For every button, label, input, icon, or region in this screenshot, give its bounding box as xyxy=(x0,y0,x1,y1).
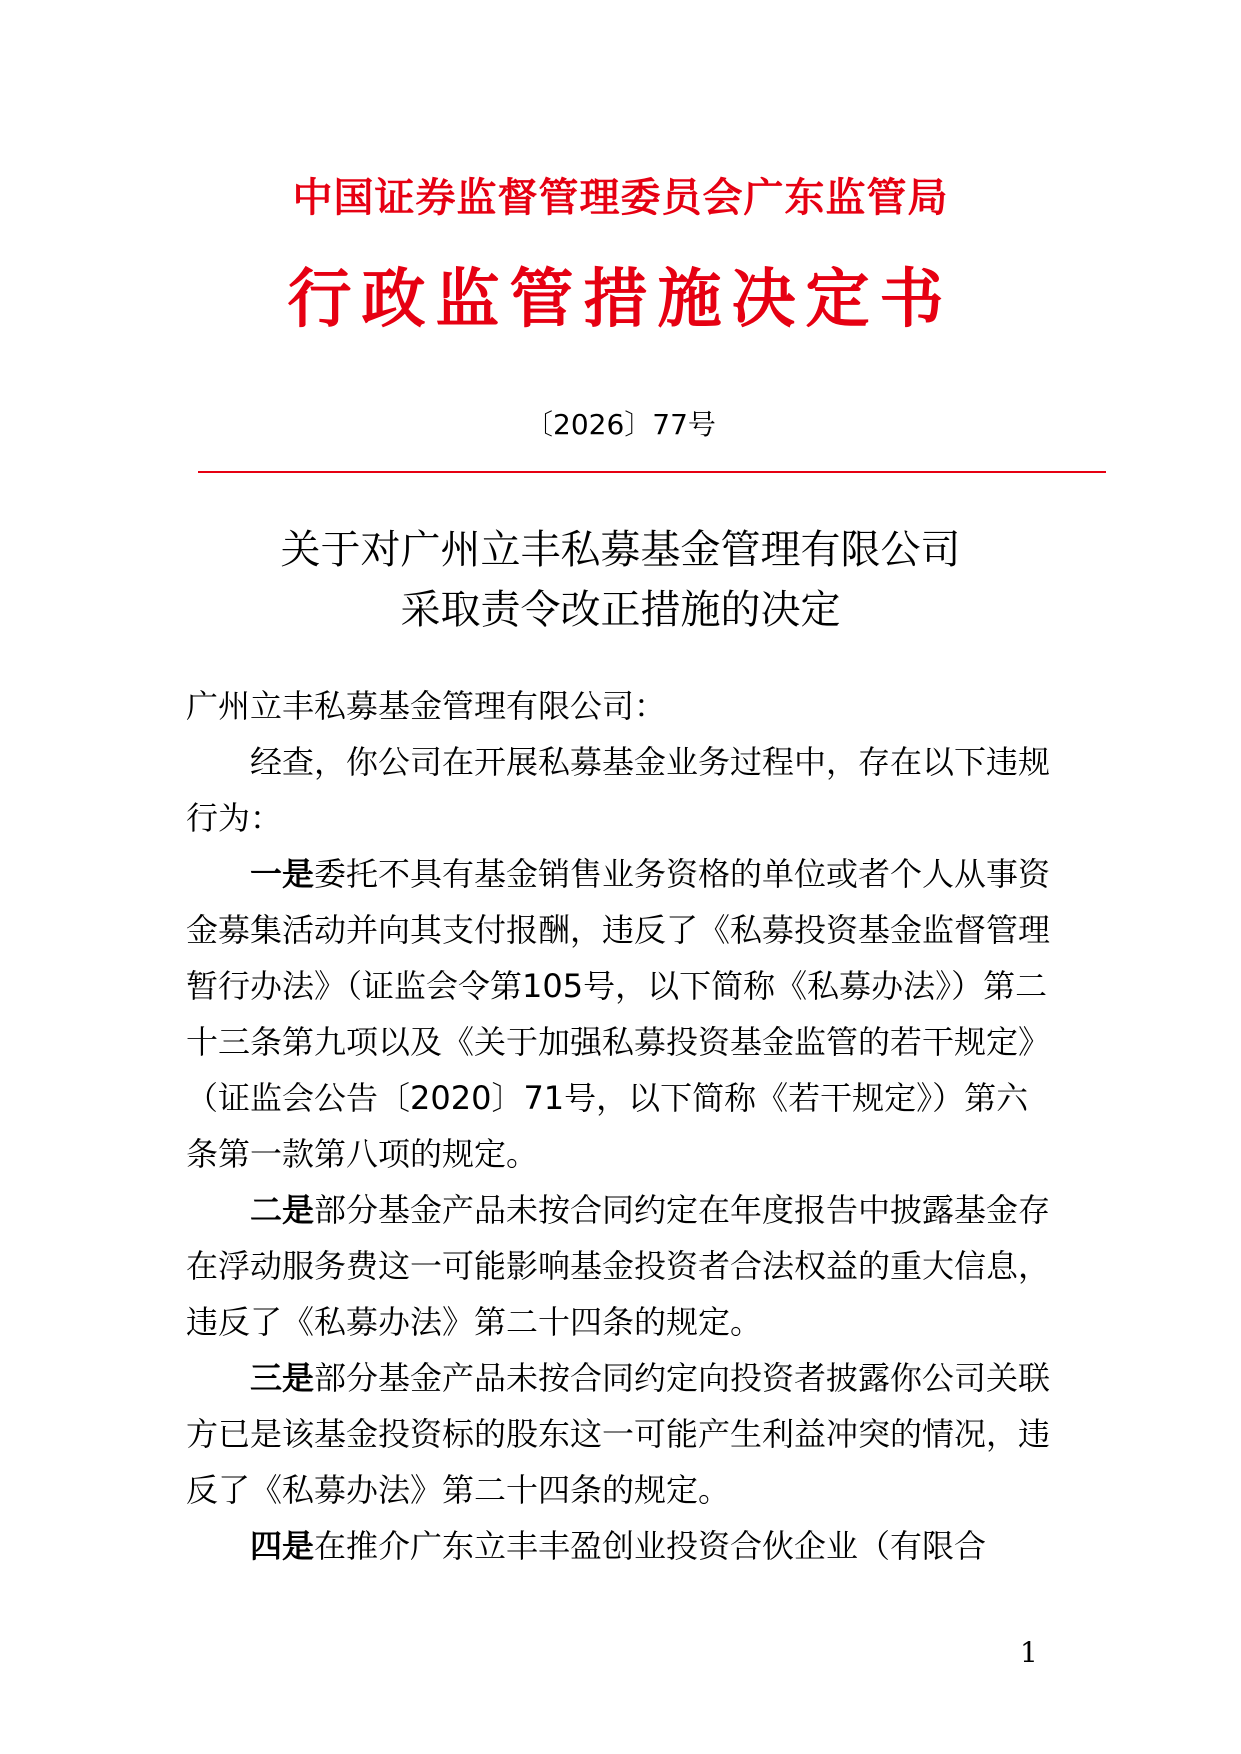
decision-title xyxy=(0,520,1241,640)
violation-item-lead: 四是 xyxy=(250,1527,315,1565)
violation-item-4 xyxy=(186,1518,1058,1574)
red-divider-line xyxy=(198,471,1106,473)
violation-item-lead: 一是 xyxy=(250,855,315,893)
violation-item-text: 部分基金产品未按合同约定在年度报告中披露基金存在浮动服务费这一可能影响基金投资者合法权益的重大信息，违反了《私募办法》第二十四条的规定。 xyxy=(186,1191,1051,1341)
violation-item-2 xyxy=(186,1182,1058,1350)
violation-item-text: 委托不具有基金销售业务资格的单位或者个人从事资金募集活动并向其支付报酬，违反了《私募投资基金监督管理暂行办法》（证监会令第105号，以下简称《私募办法》）第二十三条第九项以及《关于加强私募投资基金监管的若干规定》（证监会公告〔2020〕71号，以下简称《若干规定》）第六条第一款第八项的规定。 xyxy=(186,855,1051,1173)
violation-item-1 xyxy=(186,846,1058,1182)
violation-item-text: 在推介广东立丰丰盈创业投资合伙企业（有限合 xyxy=(314,1527,987,1565)
violation-item-lead: 三是 xyxy=(250,1359,315,1397)
decision-title-line-2: 采取责令改正措施的决定 xyxy=(400,587,841,633)
decision-title-line-1: 关于对广州立丰私募基金管理有限公司 xyxy=(280,527,961,573)
intro-paragraph: 经查，你公司在开展私募基金业务过程中，存在以下违规行为： xyxy=(186,743,1051,837)
violation-item-text: 部分基金产品未按合同约定向投资者披露你公司关联方已是该基金投资标的股东这一可能产生利益冲突的情况，违反了《私募办法》第二十四条的规定。 xyxy=(186,1359,1051,1509)
document-body xyxy=(186,678,1058,1574)
violation-item-lead: 二是 xyxy=(250,1191,315,1229)
document-number: 〔2026〕77号 xyxy=(525,408,716,441)
page-number: 1 xyxy=(1020,1636,1038,1669)
document-type-heading: 行政监管措施决定书 xyxy=(287,263,954,337)
issuing-authority: 中国证券监督管理委员会广东监管局 xyxy=(292,175,949,221)
violation-item-3 xyxy=(186,1350,1058,1518)
addressee: 广州立丰私募基金管理有限公司： xyxy=(186,687,667,725)
